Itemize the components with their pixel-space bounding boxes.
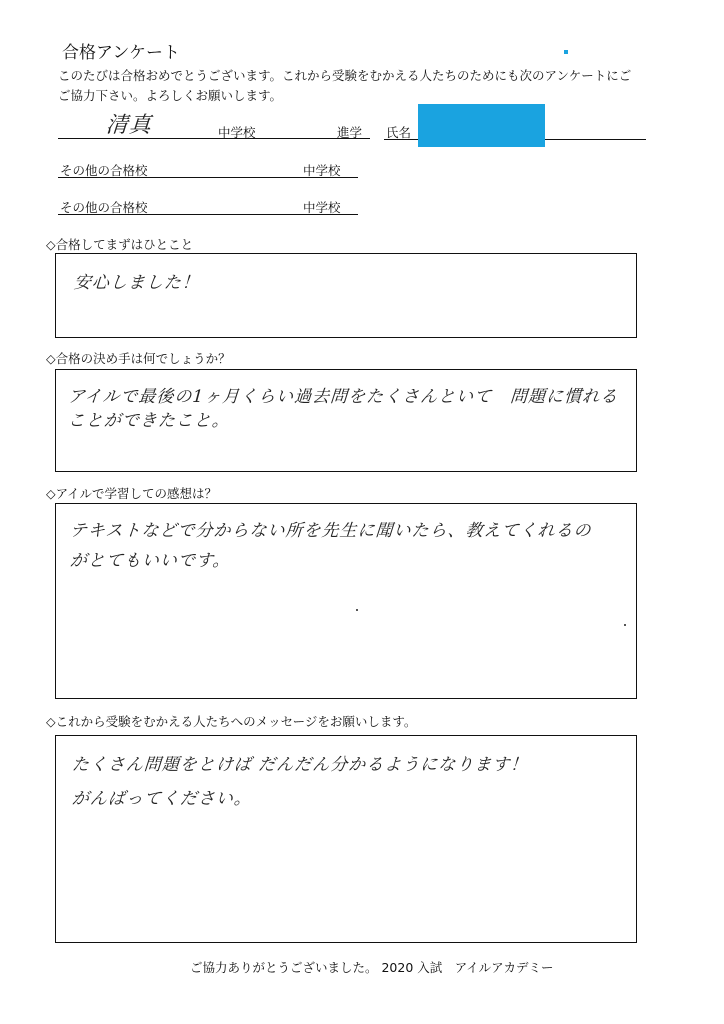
school-underline — [58, 138, 370, 139]
form-title: 合格アンケート — [62, 43, 180, 63]
answer-2-line-1: アイルで最後の1ヶ月くらい過去問をたくさんといて 問題に慣れる — [67, 387, 619, 407]
question-1-heading: ◇合格してまずはひとこと — [46, 237, 194, 252]
paper-speck — [356, 609, 358, 611]
advance-label: 進学 — [337, 125, 363, 140]
question-4-heading: ◇これから受験をむかえる人たちへのメッセージをお願いします。 — [46, 714, 417, 729]
answer-box-1 — [55, 253, 637, 338]
other-school-suffix-2: 中学校 — [303, 200, 341, 215]
name-label: 氏名 — [386, 125, 412, 140]
other-school-underline-2 — [58, 214, 358, 215]
intro-line-1: このたびは合格おめでとうございます。これから受験をむかえる人たちのためにも次のアンケートにご — [58, 68, 632, 83]
other-school-underline-1 — [58, 177, 358, 178]
question-2-heading: ◇合格の決め手は何でしょうか？ — [46, 351, 231, 366]
answer-box-3 — [55, 503, 637, 699]
intro-line-2: ご協力下さい。よろしくお願いします。 — [58, 88, 283, 103]
answer-2-line-2: ことができたこと。 — [67, 411, 231, 431]
other-school-label-2: その他の合格校 — [60, 200, 148, 215]
answer-4-line-2: がんばってください。 — [71, 789, 253, 809]
answer-1-line-1: 安心しました！ — [73, 273, 201, 293]
other-school-suffix-1: 中学校 — [303, 163, 341, 178]
question-3-heading: ◇アイルで学習しての感想は？ — [46, 486, 217, 501]
answer-box-4 — [55, 735, 637, 943]
blue-mark — [564, 50, 568, 54]
paper-speck — [624, 624, 626, 626]
answer-3-line-1: テキストなどで分からない所を先生に聞いたら、教えてくれるの — [69, 521, 593, 541]
school-name-handwritten: 清真 — [104, 113, 153, 138]
answer-3-line-2: がとてもいいです。 — [69, 551, 232, 571]
footer-text: ご協力ありがとうございました。 2020 入試 アイルアカデミー — [190, 960, 554, 975]
answer-box-2 — [55, 369, 637, 472]
answer-4-line-1: たくさん問題をとけば だんだん分かるようになります！ — [71, 755, 529, 775]
name-redaction-block — [418, 104, 545, 147]
junior-high-label: 中学校 — [218, 125, 256, 140]
other-school-label-1: その他の合格校 — [60, 163, 148, 178]
